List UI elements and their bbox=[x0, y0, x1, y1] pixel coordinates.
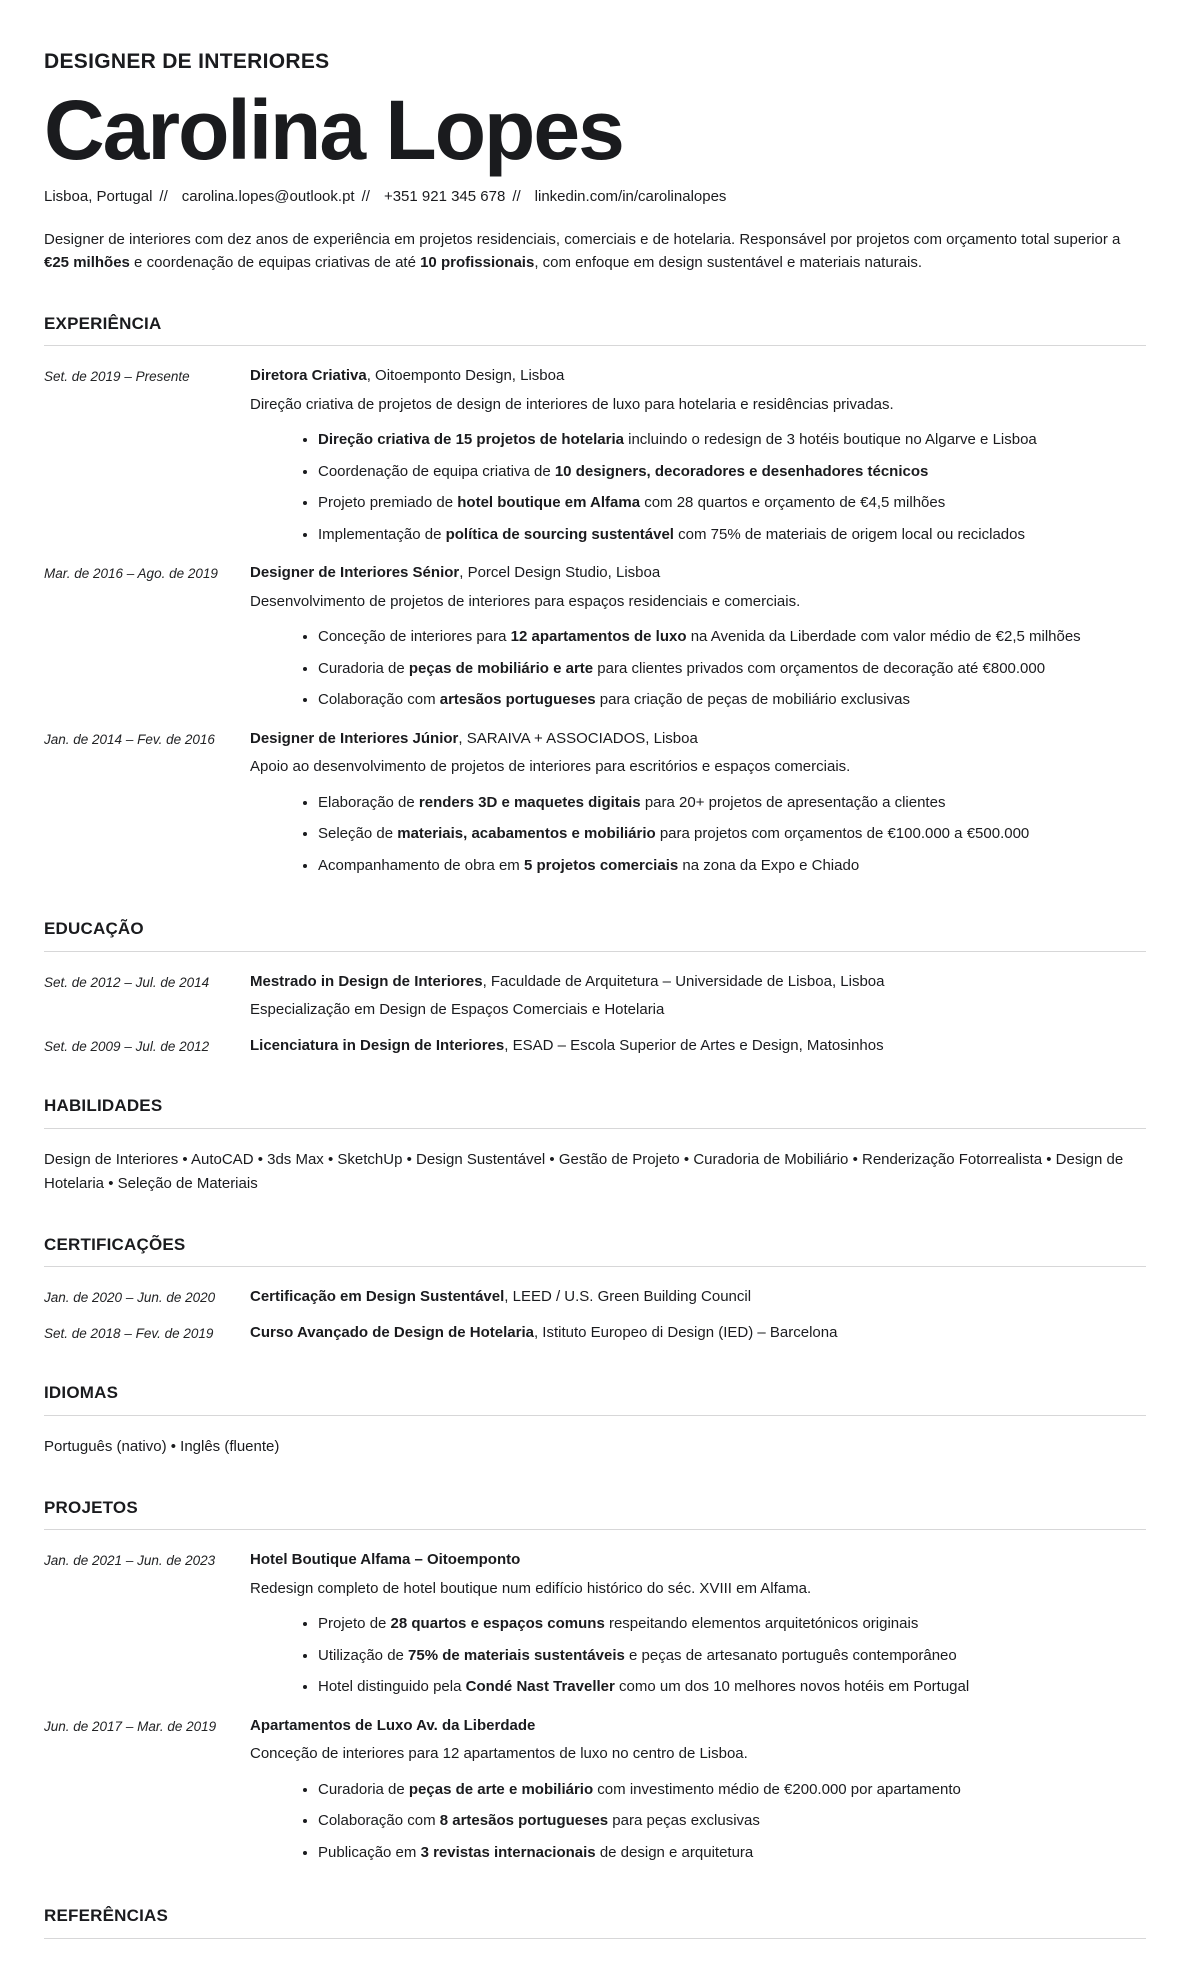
text-segment: Projeto premiado de bbox=[318, 494, 458, 511]
bold-text-segment: Designer de Interiores Júnior bbox=[250, 729, 459, 747]
bold-text-segment: 8 artesãos portugueses bbox=[439, 1812, 609, 1829]
bullet-item bbox=[318, 492, 1146, 515]
text-segment: de design e arquitetura bbox=[595, 1843, 754, 1861]
bullet-item bbox=[318, 1613, 1146, 1636]
job-title-overline: DESIGNER DE INTERIORES bbox=[44, 50, 330, 73]
contact-item: linkedin.com/in/carolinalopes bbox=[534, 187, 727, 205]
text-segment: com 75% de materiais de origem local ou reciclados bbox=[673, 525, 1025, 543]
entry-content bbox=[250, 1035, 1146, 1058]
entry-title bbox=[250, 971, 1146, 994]
bold-text-segment: renders 3D e maquetes digitais bbox=[418, 793, 641, 811]
text-segment: Elaboração de bbox=[318, 793, 419, 811]
entry-date: Jan. de 2021 – Jun. de 2023 bbox=[44, 1553, 216, 1568]
text-segment: Designer de interiores com dez anos de experiência em projetos residenciais, comerciais e de hotelaria. Responsável por projetos com orçamento total superior a bbox=[44, 231, 1121, 248]
text-segment: Implementação de bbox=[318, 525, 446, 543]
summary-paragraph bbox=[44, 228, 1146, 275]
section-heading: PROJETOS bbox=[44, 1495, 1146, 1531]
bullet-item bbox=[318, 689, 1146, 712]
entry-content bbox=[250, 971, 1146, 1022]
contact-line bbox=[44, 186, 1146, 209]
entry-date: Set. de 2019 – Presente bbox=[44, 369, 190, 384]
text-segment: com 28 quartos e orçamento de €4,5 milhões bbox=[640, 494, 946, 511]
entry-title bbox=[250, 1715, 1146, 1738]
section-idiomas bbox=[44, 1380, 1146, 1459]
bullet-item bbox=[318, 855, 1146, 878]
text-segment: , com enfoque em design sustentável e materiais naturais. bbox=[534, 254, 923, 272]
text-segment: Acompanhamento de obra em bbox=[318, 856, 524, 874]
text-segment: Colaboração com bbox=[318, 691, 440, 708]
text-segment: para clientes privados com orçamentos de decoração até €800.000 bbox=[593, 659, 1046, 677]
entry-title bbox=[250, 728, 1146, 751]
entry-row bbox=[44, 365, 1146, 549]
bullet-item bbox=[318, 626, 1146, 649]
entry-row bbox=[44, 1322, 1146, 1345]
text-segment: como um dos 10 melhores novos hotéis em Portugal bbox=[614, 1678, 970, 1695]
text-segment: e coordenação de equipas criativas de até bbox=[129, 254, 421, 272]
contact-separator: // bbox=[512, 187, 521, 205]
text-segment: com investimento médio de €200.000 por apartamento bbox=[593, 1780, 961, 1798]
resume-header bbox=[44, 46, 1146, 275]
entry-content bbox=[250, 562, 1146, 715]
bold-text-segment: Mestrado in Design de Interiores bbox=[250, 972, 483, 990]
contact-item: +351 921 345 678 bbox=[383, 187, 506, 205]
entry-content bbox=[250, 728, 1146, 881]
bold-text-segment: peças de mobiliário e arte bbox=[408, 659, 594, 677]
entry-description: Conceção de interiores para 12 apartamentos de luxo no centro de Lisboa. bbox=[250, 1745, 748, 1762]
text-segment: , Oitoemponto Design, Lisboa bbox=[366, 367, 565, 384]
bold-text-segment: Licenciatura in Design de Interiores bbox=[250, 1036, 505, 1054]
bullet-item bbox=[318, 1810, 1146, 1833]
entry-title bbox=[250, 365, 1146, 388]
entry-description: Apoio ao desenvolvimento de projetos de interiores para escritórios e espaços comerciais. bbox=[250, 758, 851, 775]
bullet-list bbox=[250, 1613, 1146, 1699]
bullet-item bbox=[318, 1842, 1146, 1865]
section-heading: REFERÊNCIAS bbox=[44, 1903, 1146, 1939]
text-segment: , Istituto Europeo di Design (IED) – Barcelona bbox=[533, 1323, 838, 1341]
entry-content bbox=[250, 1715, 1146, 1868]
text-segment: , Faculdade de Arquitetura – Universidade de Lisboa, Lisboa bbox=[482, 972, 885, 990]
contact-item: Lisboa, Portugal bbox=[44, 187, 153, 205]
section-projetos bbox=[44, 1495, 1146, 1868]
entry-row bbox=[44, 728, 1146, 881]
section-heading: IDIOMAS bbox=[44, 1380, 1146, 1416]
contact-separator: // bbox=[361, 187, 370, 205]
bullet-item bbox=[318, 658, 1146, 681]
section-experiencia bbox=[44, 311, 1146, 881]
section-text: Português (nativo) • Inglês (fluente) bbox=[44, 1437, 280, 1455]
text-segment: Curadoria de bbox=[318, 1780, 409, 1798]
entry-row bbox=[44, 562, 1146, 715]
section-certificacoes bbox=[44, 1232, 1146, 1345]
entry-date: Jan. de 2014 – Fev. de 2016 bbox=[44, 731, 215, 747]
bold-text-segment: Condé Nast Traveller bbox=[465, 1678, 615, 1695]
text-segment: Publicação em bbox=[318, 1843, 421, 1861]
entry-description: Direção criativa de projetos de design de interiores de luxo para hotelaria e residências privadas. bbox=[250, 395, 894, 413]
text-segment: Utilização de bbox=[318, 1646, 409, 1664]
bold-text-segment: artesãos portugueses bbox=[439, 691, 596, 708]
entry-description: Redesign completo de hotel boutique num edifício histórico do séc. XVIII em Alfama. bbox=[250, 1579, 812, 1597]
section-heading: EXPERIÊNCIA bbox=[44, 311, 1146, 347]
bold-text-segment: 75% de materiais sustentáveis bbox=[408, 1646, 625, 1664]
bullet-item bbox=[318, 429, 1146, 452]
bold-text-segment: peças de arte e mobiliário bbox=[408, 1780, 594, 1798]
bold-text-segment: Direção criativa de 15 projetos de hotelaria bbox=[318, 431, 624, 448]
entry-row bbox=[44, 1715, 1146, 1868]
text-segment: Curadoria de bbox=[318, 659, 409, 677]
candidate-name: Carolina Lopes bbox=[44, 82, 623, 177]
section-body bbox=[44, 1416, 1146, 1459]
entry-row bbox=[44, 1549, 1146, 1702]
entry-date: Set. de 2009 – Jul. de 2012 bbox=[44, 1038, 210, 1054]
entry-description: Especialização em Design de Espaços Comerciais e Hotelaria bbox=[250, 1001, 665, 1018]
section-text: Design de Interiores • AutoCAD • 3ds Max • SketchUp • Design Sustentável • Gestão de Projeto • Curadoria de Mobiliário • Renderização Fotorrealista • Design de Hotelaria • Seleção de Materiais bbox=[44, 1150, 1124, 1192]
text-segment: incluindo o redesign de 3 hotéis boutique no Algarve e Lisboa bbox=[623, 431, 1037, 448]
bullet-list bbox=[250, 792, 1146, 878]
text-segment: para 20+ projetos de apresentação a clientes bbox=[640, 793, 946, 811]
text-segment: , SARAIVA + ASSOCIADOS, Lisboa bbox=[458, 729, 698, 747]
bold-text-segment: 28 quartos e espaços comuns bbox=[390, 1615, 605, 1632]
entry-row bbox=[44, 1286, 1146, 1309]
bold-text-segment: Curso Avançado de Design de Hotelaria bbox=[250, 1323, 534, 1341]
bullet-item bbox=[318, 461, 1146, 484]
text-segment: , LEED / U.S. Green Building Council bbox=[504, 1288, 752, 1305]
entry-row bbox=[44, 971, 1146, 1022]
entry-description: Desenvolvimento de projetos de interiores para espaços residenciais e comerciais. bbox=[250, 592, 801, 610]
text-segment: na Avenida da Liberdade com valor médio de €2,5 milhões bbox=[686, 628, 1081, 645]
entry-content bbox=[250, 1286, 1146, 1309]
entry-date: Jun. de 2017 – Mar. de 2019 bbox=[44, 1718, 217, 1734]
entry-title bbox=[250, 1286, 1146, 1309]
text-segment: Seleção de bbox=[318, 825, 398, 842]
text-segment: , ESAD – Escola Superior de Artes e Design, Matosinhos bbox=[504, 1036, 884, 1054]
bullet-item bbox=[318, 524, 1146, 547]
bold-text-segment: 12 apartamentos de luxo bbox=[510, 628, 687, 645]
entry-date: Mar. de 2016 – Ago. de 2019 bbox=[44, 566, 218, 581]
text-segment: Colaboração com bbox=[318, 1812, 440, 1829]
text-segment: respeitando elementos arquitetónicos originais bbox=[604, 1615, 919, 1632]
bold-text-segment: €25 milhões bbox=[44, 254, 130, 272]
text-segment: para criação de peças de mobiliário exclusivas bbox=[595, 691, 910, 708]
section-heading: HABILIDADES bbox=[44, 1093, 1146, 1129]
entry-title bbox=[250, 1322, 1146, 1345]
section-educacao bbox=[44, 916, 1146, 1057]
bold-text-segment: Designer de Interiores Sénior bbox=[250, 564, 460, 581]
text-segment: Conceção de interiores para bbox=[318, 628, 511, 645]
entry-title bbox=[250, 562, 1146, 585]
entry-title bbox=[250, 1035, 1146, 1058]
bold-text-segment: 10 designers, decoradores e desenhadores técnicos bbox=[554, 462, 929, 480]
contact-separator: // bbox=[159, 187, 168, 205]
text-segment: para peças exclusivas bbox=[608, 1812, 760, 1829]
section-body bbox=[44, 1530, 1146, 1867]
bullet-list bbox=[250, 429, 1146, 546]
text-segment: e peças de artesanato português contemporâneo bbox=[624, 1646, 957, 1664]
bold-text-segment: Apartamentos de Luxo Av. da Liberdade bbox=[250, 1716, 536, 1734]
resume-sections bbox=[44, 311, 1146, 1939]
section-body bbox=[44, 1267, 1146, 1344]
entry-content bbox=[250, 365, 1146, 549]
contact-item: carolina.lopes@outlook.pt bbox=[181, 187, 355, 205]
bold-text-segment: 10 profissionais bbox=[420, 254, 535, 272]
entry-content bbox=[250, 1322, 1146, 1345]
bold-text-segment: Diretora Criativa bbox=[250, 367, 367, 384]
bold-text-segment: política de sourcing sustentável bbox=[445, 525, 674, 543]
bullet-item bbox=[318, 1676, 1146, 1699]
bullet-item bbox=[318, 1779, 1146, 1802]
entry-date: Jan. de 2020 – Jun. de 2020 bbox=[44, 1290, 216, 1305]
bold-text-segment: 5 projetos comerciais bbox=[523, 856, 679, 874]
section-body bbox=[44, 952, 1146, 1058]
text-segment: Hotel distinguido pela bbox=[318, 1678, 466, 1695]
text-segment: para projetos com orçamentos de €100.000 a €500.000 bbox=[655, 825, 1030, 842]
section-heading: CERTIFICAÇÕES bbox=[44, 1232, 1146, 1268]
text-segment: na zona da Expo e Chiado bbox=[678, 856, 860, 874]
bullet-item bbox=[318, 1645, 1146, 1668]
entry-title bbox=[250, 1549, 1146, 1572]
bullet-item bbox=[318, 792, 1146, 815]
bullet-item bbox=[318, 823, 1146, 846]
text-segment: Coordenação de equipa criativa de bbox=[318, 462, 555, 480]
bold-text-segment: Hotel Boutique Alfama – Oitoemponto bbox=[250, 1551, 521, 1568]
entry-row bbox=[44, 1035, 1146, 1058]
bold-text-segment: Certificação em Design Sustentável bbox=[250, 1288, 505, 1305]
section-body bbox=[44, 346, 1146, 880]
bullet-list bbox=[250, 1779, 1146, 1865]
section-heading: EDUCAÇÃO bbox=[44, 916, 1146, 952]
text-segment: Projeto de bbox=[318, 1615, 391, 1632]
text-segment: , Porcel Design Studio, Lisboa bbox=[459, 564, 661, 581]
section-habilidades bbox=[44, 1093, 1146, 1196]
section-referencias bbox=[44, 1903, 1146, 1939]
bold-text-segment: 3 revistas internacionais bbox=[420, 1843, 596, 1861]
section-body bbox=[44, 1129, 1146, 1196]
entry-date: Set. de 2012 – Jul. de 2014 bbox=[44, 974, 210, 990]
entry-date: Set. de 2018 – Fev. de 2019 bbox=[44, 1325, 214, 1341]
bullet-list bbox=[250, 626, 1146, 712]
bold-text-segment: materiais, acabamentos e mobiliário bbox=[397, 825, 656, 842]
entry-content bbox=[250, 1549, 1146, 1702]
bold-text-segment: hotel boutique em Alfama bbox=[457, 494, 641, 511]
